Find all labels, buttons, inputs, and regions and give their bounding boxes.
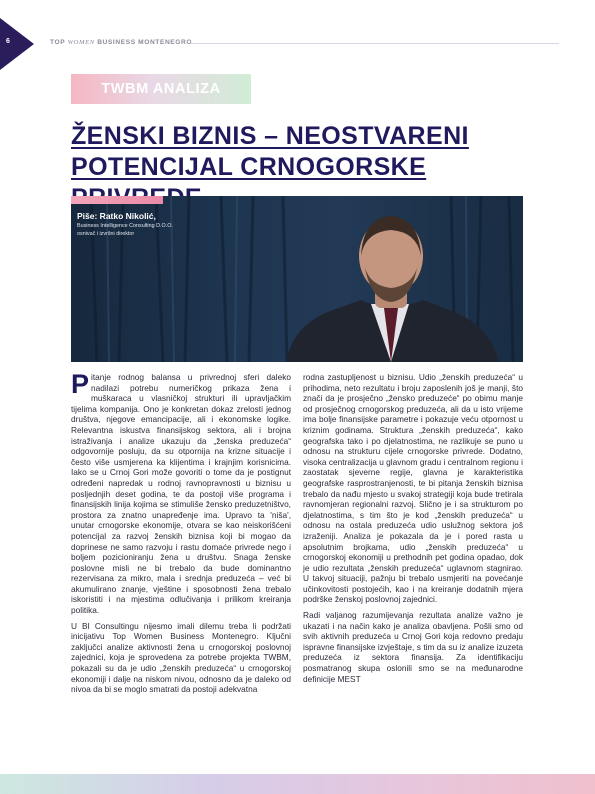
author-accent-bar bbox=[71, 196, 163, 204]
author-role: osnivač i izvršni direktor bbox=[77, 230, 135, 237]
headline-line-1: ŽENSKI BIZNIS – NEOSTVARENI bbox=[71, 122, 469, 150]
publication-name bbox=[50, 39, 192, 46]
drop-cap: P bbox=[71, 369, 90, 399]
headline-line-2: POTENCIJAL CRNOGORSKE bbox=[71, 153, 427, 181]
body-paragraph: rodna zastupljenost u biznisu. Udio „ženskih preduzeća“ u prihodima, neto rezultatu i broju zaposlenih još je manji, što znači da je prosječno „žensko preduzeće“ po obimu manje od prosječnog crnogorskog preduzeća, ali da u isto vrijeme ima bolje finansijske parametre i pokazuje veću otpornost u kriznim godinama. Struktura „ženskih preduzeća“, kako geografska tako i po djelatnostima, ne razlikuje se puno u odnosu na strukturu cijele crnogorske privrede. Dodatno, visoka centralizacija u glavnom gradu i centralnom regionu i zaostatak sjeverne regije, glavna je karakteristika geografske rasprostranjenosti, te bi pitanja ženskih biznisa trebalo da nađu mjesto u svakoj strategiji koja bude tretirala ravnomjeran regionalni razvoj. Slično je i sa strukturom po djelatnostima, s tim što je kod „ženskih preduzeća“ u odnosu na ostala preduzeća udio uslužnog sektora još izraženiji. Analiza je pokazala da je i pored rasta u apsolutnim brojkama, udio „ženskih preduzeća“ u crnogorskoj ekonomiji u prethodnih pet godina opadao, dok je udio rezultata „ženskih preduzeća“ uglavnom stagnirao. U takvoj situaciji, pažnju bi trebalo usmjeriti na povećanje učinkovitosti postojećih, kao i na kreiranje dodatnih mjera podrške ženskoj poslovnoj zajednici. bbox=[303, 372, 523, 605]
section-badge-label: TWBM ANALIZA bbox=[101, 81, 221, 97]
body-paragraph: U BI Consultingu nijesmo imali dilemu treba li podržati inicijativu Top Women Business Montenegro. Ključni zaključci analize aktivnosti žena u crnogorskoj poslovnoj zajednici, koja je sprovedena za potrebe projekta TWBM, pokazali su da je udio „ženskih preduzeća“ u crnogorskoj ekonomiji i dalje na niskom nivou, odnosno da je daleko od nivoa da bi se moglo smatrati da postoji adekvatna bbox=[71, 620, 291, 695]
author-byline: Piše: Ratko Nikolić, bbox=[77, 211, 156, 221]
body-paragraph: Radi valjanog razumijevanja rezultata analize važno je ukazati i na način kako je analiza obavljena. Pošli smo od svih aktivnih preduzeća u Crnoj Gori koja redovno predaju ispravne finansijske izvještaje, s tim da su iz analize izuzeta preduzeća iz sektora finansija. Za identifikaciju posmatranog skupa oslonili smo se na međunarodne definicije MEST bbox=[303, 610, 523, 684]
body-text: itanje rodnog balansa u privrednoj sferi daleko nadilazi potrebu numeričkog prikaza žena i muškaraca u vlasničkoj strukturi ili upravljačkim tijelima kompanija. Ono je konkretan dokaz zrelosti jednog društva, njegove emancipacije, ali i ekonomske logike. Relevantna iskustva finansijskog sektora, ali i brojna istraživanja i analize ukazuju da „ženska preduzeća“ odgovornije posluju, da su otpornija na krizne situacije i često više usmjerena ka klijentima i krajnjim korisnicima. Iako se u Crnoj Gori može govoriti o tome da je postignut određeni napredak u rodnoj ravnopravnosti u biznisu u posljednjih deset godina, te da postoji više programa i finansijskih linija kojima se stimuliše žensko preduzetništvo, prostora za znatno unapređenje ima. Upravo ta 'niša', unutar crnogorske ekonomije, otvara se kao neiskorišćeni potencijal za razvoj ženskih biznisa koji bi mogao da doprinese ne samo razvoju i rastu domaće privrede nego i boljem pozicioniranju žena u društvu. Snaga ženske poslovne misli ne bi trebalo da bude dominantno rezervisana za mikro, mala i srednja preduzeća – već bi akumulirano znanje, vještine i sposobnosti žena trebalo iskoristiti i na mjestima odlučivanja i prilikom kreiranja politika. bbox=[71, 372, 291, 616]
publication-name-rest: BUSINESS MONTENEGRO bbox=[97, 39, 193, 46]
footer-gradient-bar bbox=[0, 774, 595, 794]
page-number: 6 bbox=[6, 38, 10, 45]
author-photo bbox=[71, 196, 523, 362]
publication-name-top: TOP bbox=[50, 39, 66, 46]
publication-name-women: WOMEN bbox=[67, 39, 95, 46]
body-paragraph bbox=[71, 369, 291, 616]
author-company: Business Intelligence Consulting D.O.O. bbox=[77, 223, 173, 229]
article-column-right bbox=[303, 372, 523, 689]
author-details bbox=[77, 223, 173, 238]
section-badge bbox=[71, 74, 251, 104]
header-rule bbox=[190, 43, 559, 44]
article-column-left bbox=[71, 369, 291, 700]
